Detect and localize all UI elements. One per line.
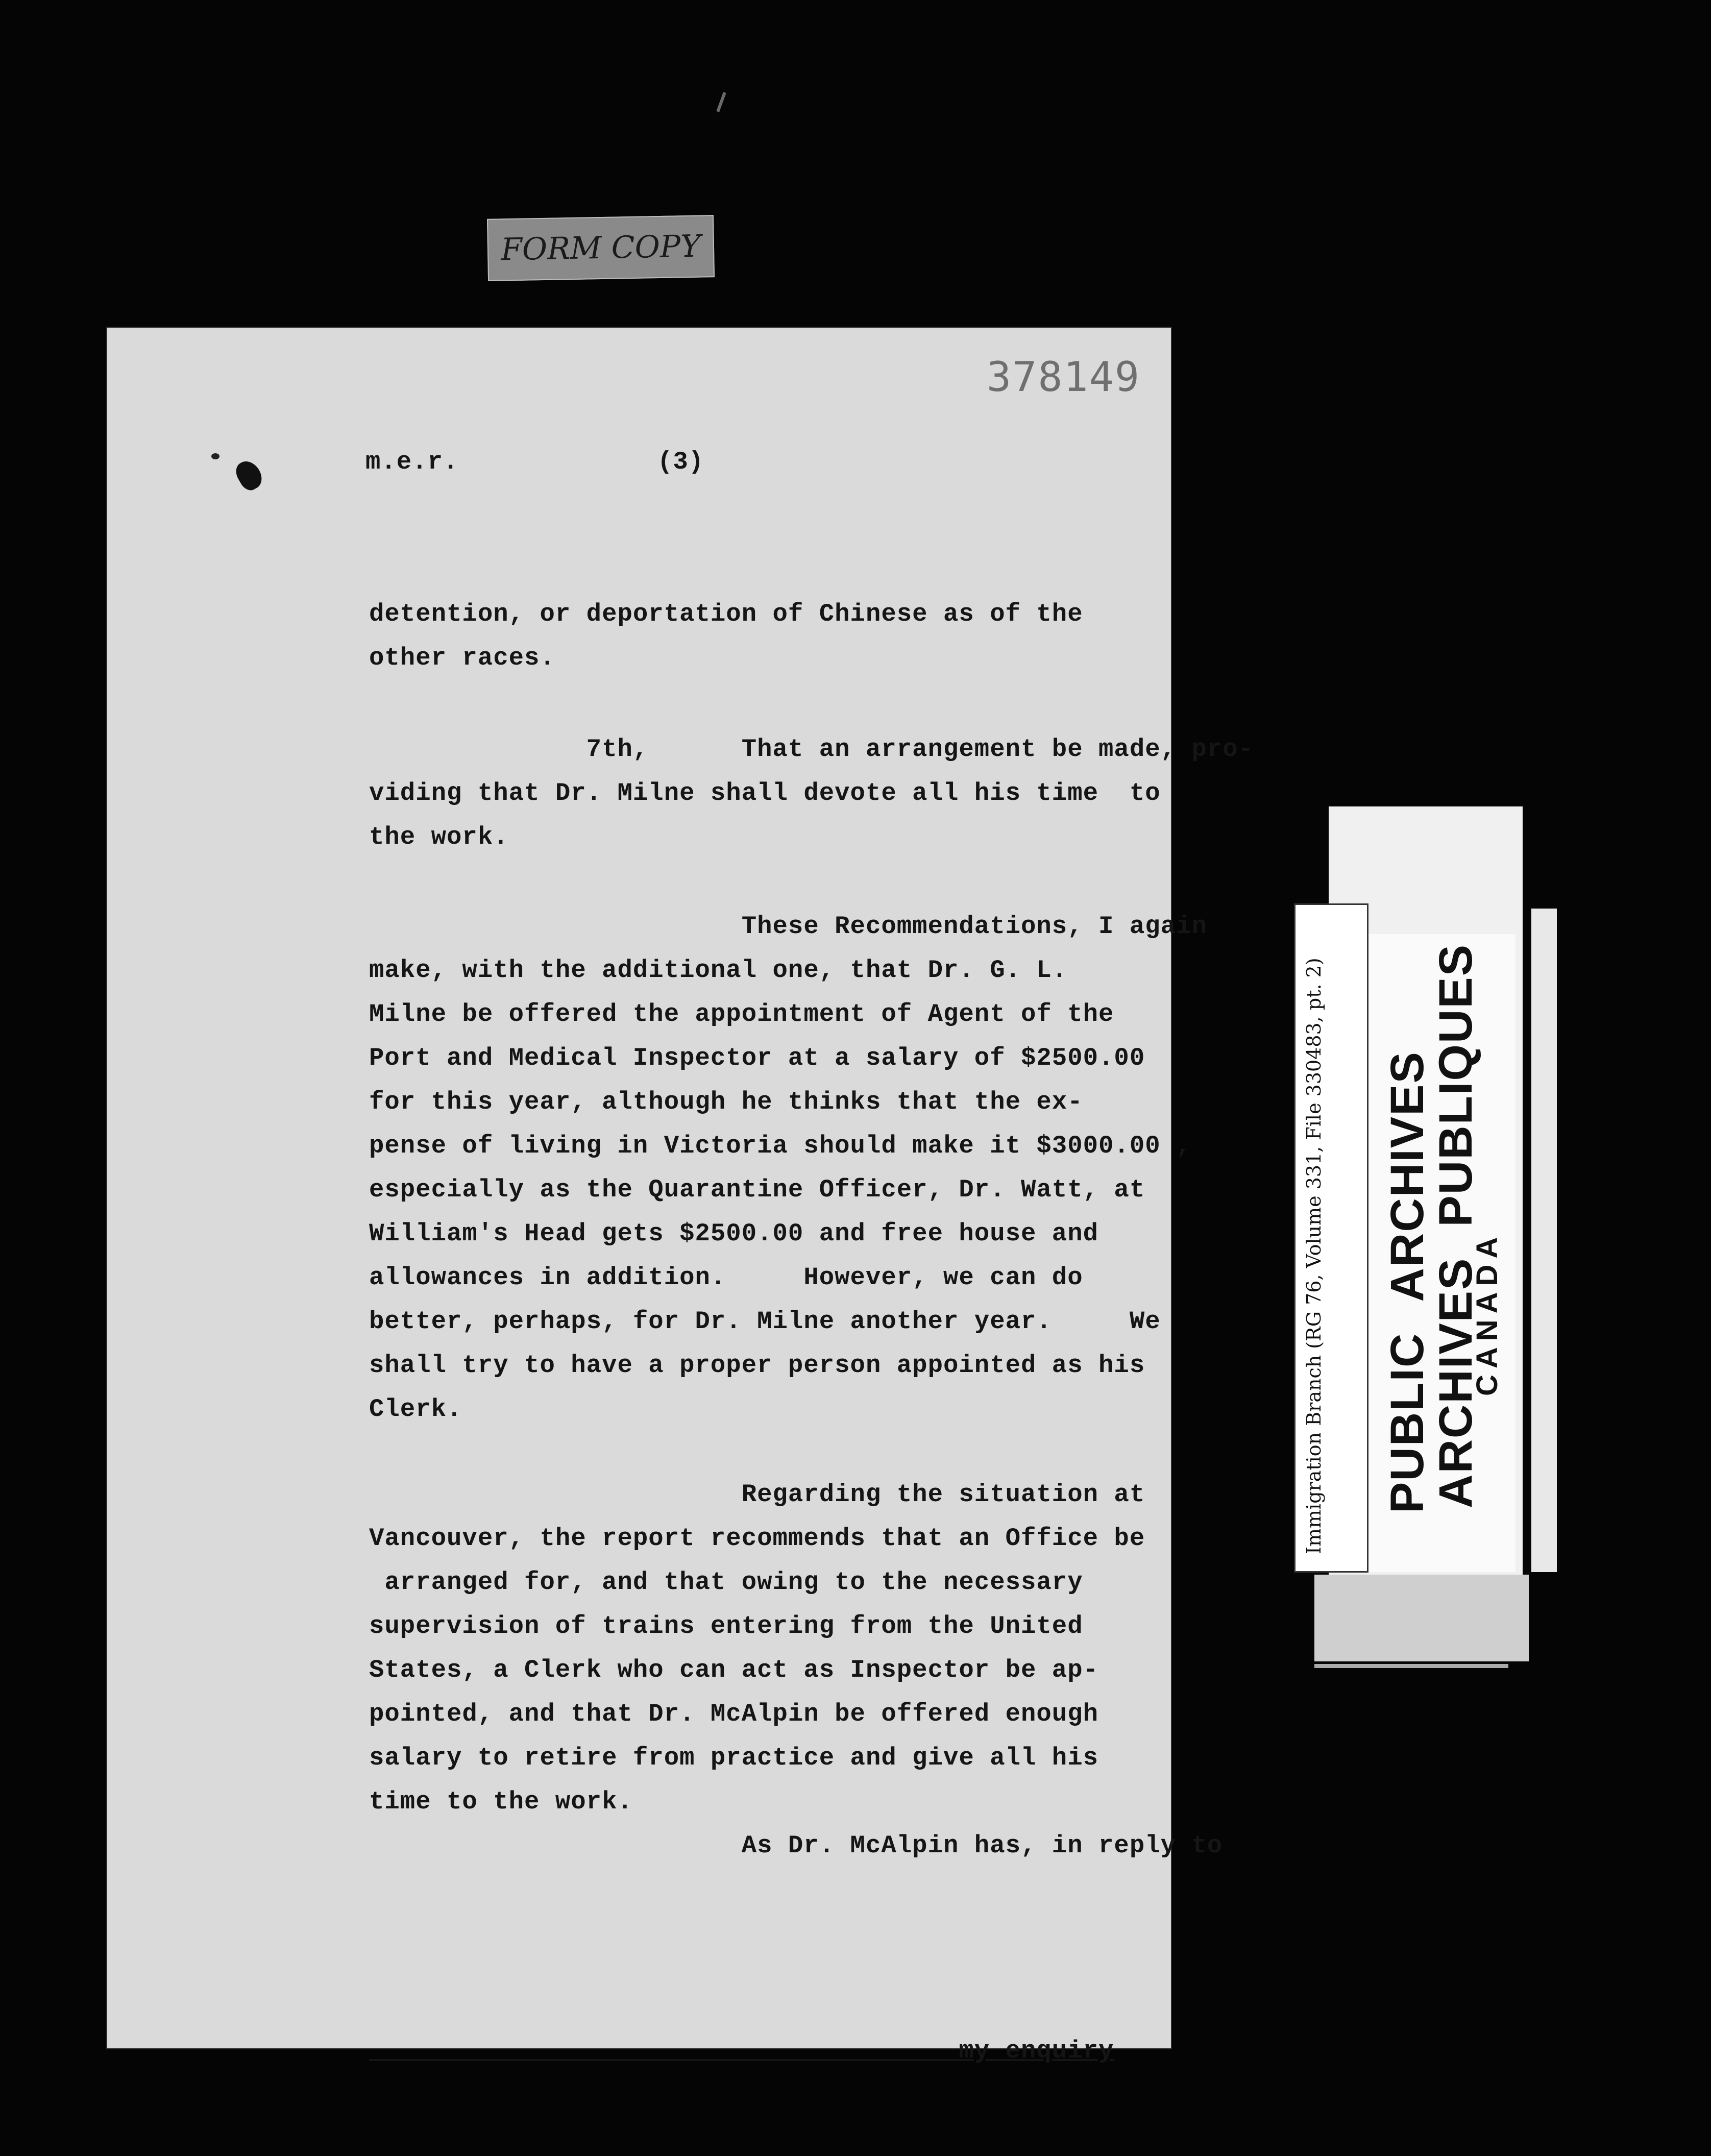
archive-word-public: PUBLIC bbox=[1381, 1332, 1433, 1513]
paragraph-detention: detention, or deportation of Chinese as of the other races. bbox=[369, 600, 1083, 672]
folder-bottom-edge bbox=[1314, 1664, 1508, 1668]
header-initials: m.e.r. bbox=[365, 448, 459, 476]
film-scratch bbox=[716, 92, 726, 112]
continuation-catchword: my enquiry bbox=[369, 2037, 1114, 2065]
archive-name-line1 bbox=[1381, 1020, 1434, 1513]
form-copy-tab: FORM COPY bbox=[487, 215, 715, 281]
ink-speck bbox=[211, 453, 219, 459]
paragraph-recommendations: These Recommendations, I again make, with the additional one, that Dr. G. L. Milne be offered the appointment of Agent of the Port and Medical Inspector at a salary of $2500.00 for this year, although he thinks that the ex- pense of living in Victoria should make it $3000.00 , especially as the Quarantine Officer, Dr. Watt, at William's Head gets $2500.00 and free house and allowances in addition. However, we can do better, perhaps, for Dr. Milne another year. We shall try to have a proper person appointed as his Clerk. bbox=[369, 912, 1207, 1424]
archive-word-archives: ARCHIVES bbox=[1381, 1051, 1433, 1302]
archive-word-archives-fr: ARCHIVES bbox=[1430, 1257, 1482, 1508]
folder-tab bbox=[1314, 1575, 1529, 1661]
archive-citation: Immigration Branch (RG 76, Volume 331, File 330483, pt. 2) bbox=[1303, 958, 1325, 1554]
archive-word-publiques: PUBLIQUES bbox=[1430, 943, 1482, 1227]
archive-name-line2 bbox=[1429, 913, 1483, 1508]
archive-country: CANADA bbox=[1471, 1231, 1504, 1396]
stamped-page-number: 378149 bbox=[987, 353, 1140, 401]
paragraph-seventh: 7th, That an arrangement be made, pro- viding that Dr. Milne shall devote all his time to the work. bbox=[369, 735, 1254, 851]
folder-edge bbox=[1531, 909, 1557, 1572]
paragraph-vancouver: Regarding the situation at Vancouver, the report recommends that an Office be arranged for, and that owing to the necessary supervision of trains entering from the United States, a Clerk who can act as Inspector be ap- pointed, and that Dr. McAlpin be offered enough salary to retire from practice and give all his time to the work. As Dr. McAlpin has, in reply to bbox=[369, 1480, 1223, 1860]
header-page-number: (3) bbox=[657, 448, 704, 476]
ink-blot bbox=[232, 457, 266, 494]
document-page bbox=[106, 327, 1254, 2065]
